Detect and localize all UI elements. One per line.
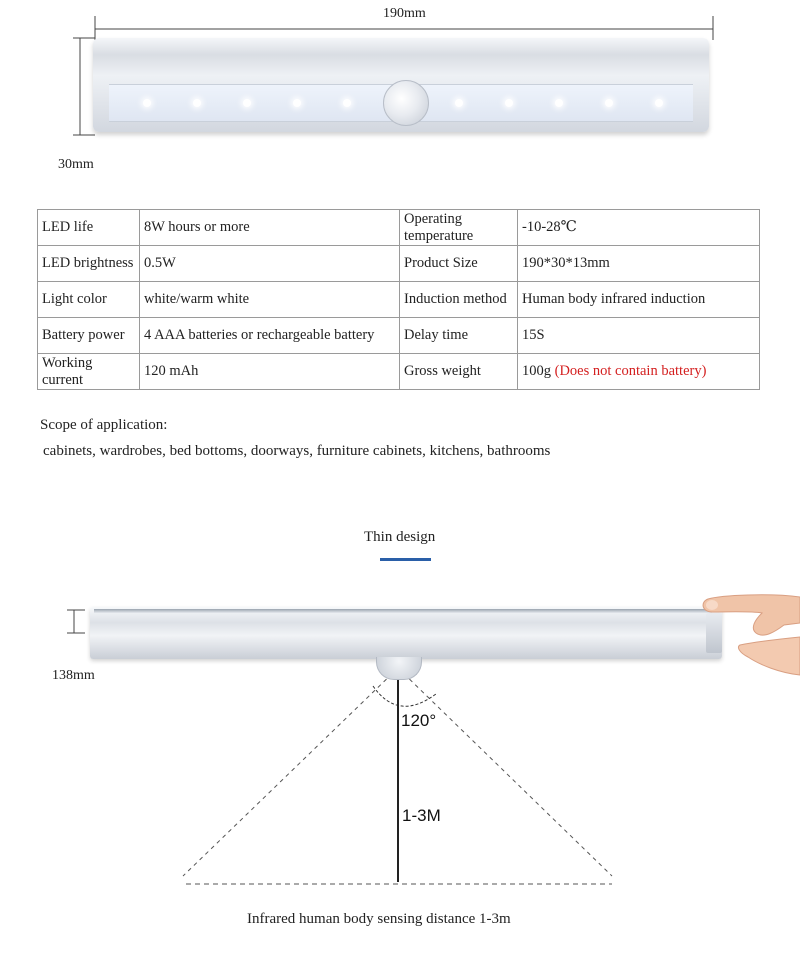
spec-label: LED brightness [38, 246, 140, 282]
spec-label: Working current [38, 354, 140, 390]
title-underline [380, 558, 431, 561]
table-row [38, 246, 760, 282]
spec-label: Operating temperature [400, 210, 518, 246]
sensing-caption: Infrared human body sensing distance 1-3m [247, 911, 511, 927]
hand-icon [700, 585, 800, 685]
angle-label: 120° [401, 711, 437, 730]
spec-value: 0.5W [140, 246, 400, 282]
distance-label: 1-3M [402, 806, 441, 825]
led-dot [605, 99, 613, 107]
spec-label: Induction method [400, 282, 518, 318]
cone-right-edge [398, 668, 612, 876]
spec-value: -10-28℃ [518, 210, 760, 246]
led-dot [655, 99, 663, 107]
battery-note: (Does not contain battery) [554, 363, 707, 379]
table-row [38, 282, 760, 318]
led-dot [455, 99, 463, 107]
led-dot [293, 99, 301, 107]
bar-groove [94, 609, 712, 613]
spec-value: 15S [518, 318, 760, 354]
scope-title: Scope of application: [40, 417, 168, 433]
product-bar-image [93, 38, 709, 132]
spec-value: white/warm white [140, 282, 400, 318]
led-dot [343, 99, 351, 107]
led-dot [555, 99, 563, 107]
spec-value: 120 mAh [140, 354, 400, 390]
led-dot [143, 99, 151, 107]
spec-label: Battery power [38, 318, 140, 354]
length-dimension-label: 190mm [383, 6, 426, 21]
led-dot [243, 99, 251, 107]
spec-label: LED life [38, 210, 140, 246]
spec-value: 190*30*13mm [518, 246, 760, 282]
spec-table [37, 209, 760, 390]
spec-label: Gross weight [400, 354, 518, 390]
cone-left-edge [183, 668, 398, 876]
gross-weight-value: 100g [522, 363, 551, 379]
product-bar-side-image [90, 607, 722, 659]
spec-label: Light color [38, 282, 140, 318]
section-title: Thin design [364, 529, 436, 545]
bar-height-label: 138mm [52, 668, 95, 683]
spec-label: Product Size [400, 246, 518, 282]
spec-value: 4 AAA batteries or rechargeable battery [140, 318, 400, 354]
spec-label: Delay time [400, 318, 518, 354]
spec-value: 8W hours or more [140, 210, 400, 246]
table-row [38, 210, 760, 246]
fingernail [706, 600, 718, 610]
table-row [38, 354, 760, 390]
scope-list: cabinets, wardrobes, bed bottoms, doorways, furniture cabinets, kitchens, bathrooms [43, 443, 551, 459]
height-dimension-label: 30mm [58, 157, 94, 172]
spec-value: Human body infrared induction [518, 282, 760, 318]
led-dot [193, 99, 201, 107]
led-dot [505, 99, 513, 107]
table-row [38, 318, 760, 354]
pir-sensor-icon [383, 80, 429, 126]
spec-value [518, 354, 760, 390]
